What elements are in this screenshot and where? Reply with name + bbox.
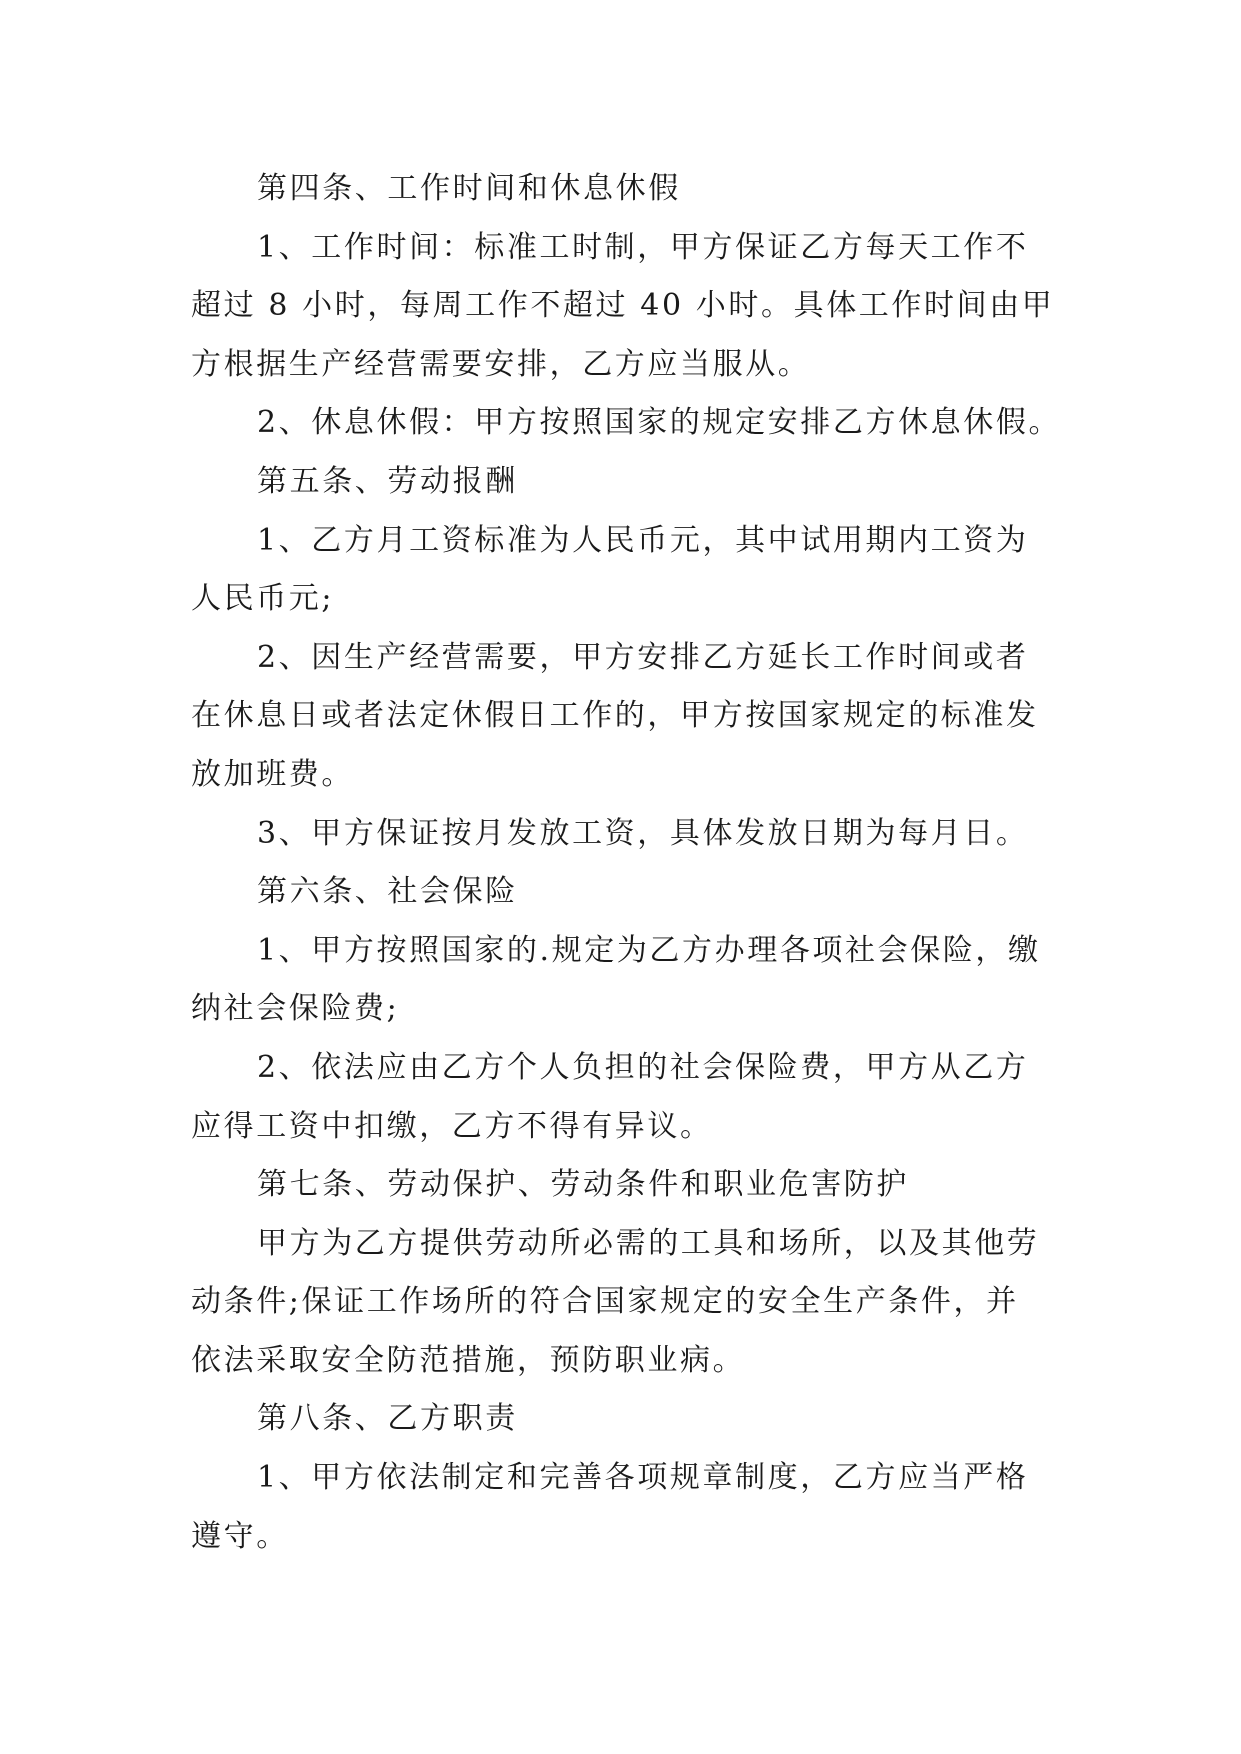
text-line: 1、甲方按照国家的.规定为乙方办理各项社会保险，缴 bbox=[257, 932, 1041, 968]
text-line: 1、工作时间：标准工时制，甲方保证乙方每天工作不 bbox=[257, 229, 1029, 265]
text-line: 应得工资中扣缴，乙方不得有异议。 bbox=[191, 1108, 713, 1144]
text-line: 1、甲方依法制定和完善各项规章制度，乙方应当严格 bbox=[257, 1460, 1029, 1496]
text-line: 2、休息休假：甲方按照国家的规定安排乙方休息休假。 bbox=[257, 405, 1062, 441]
article-4-clause-2 bbox=[191, 394, 1071, 453]
article-4-clause-1 bbox=[191, 219, 1071, 395]
article-4-title bbox=[191, 160, 1071, 219]
text-line: 1、乙方月工资标准为人民币元，其中试用期内工资为 bbox=[257, 522, 1029, 558]
text-line: 第八条、乙方职责 bbox=[257, 1401, 518, 1437]
text-line: 第五条、劳动报酬 bbox=[257, 463, 518, 499]
article-6-title bbox=[191, 863, 1071, 922]
text-line: 第四条、工作时间和休息休假 bbox=[257, 171, 681, 206]
text-line: 放加班费。 bbox=[191, 756, 354, 792]
text-line: 3、甲方保证按月发放工资，具体发放日期为每月日。 bbox=[257, 815, 1029, 851]
article-5-clause-2 bbox=[191, 629, 1071, 805]
article-6-clause-2 bbox=[191, 1039, 1071, 1156]
text-line: 第七条、劳动保护、劳动条件和职业危害防护 bbox=[257, 1167, 909, 1203]
text-line: 纳社会保险费; bbox=[191, 991, 400, 1027]
text-line: 甲方为乙方提供劳动所必需的工具和场所，以及其他劳 bbox=[257, 1225, 1040, 1261]
text-line: 遵守。 bbox=[191, 1518, 289, 1554]
text-line: 超过 8 小时，每周工作不超过 40 小时。具体工作时间由甲 bbox=[191, 288, 1055, 324]
article-6-clause-1 bbox=[191, 922, 1071, 1039]
document-body bbox=[191, 160, 1071, 1566]
text-line: 2、依法应由乙方个人负担的社会保险费，甲方从乙方 bbox=[257, 1049, 1029, 1085]
text-line: 2、因生产经营需要，甲方安排乙方延长工作时间或者 bbox=[257, 639, 1029, 675]
text-line: 方根据生产经营需要安排，乙方应当服从。 bbox=[191, 346, 811, 382]
text-line: 人民币元; bbox=[191, 581, 335, 617]
article-8-title bbox=[191, 1390, 1071, 1449]
article-7-body bbox=[191, 1215, 1071, 1391]
text-line: 在休息日或者法定休假日工作的，甲方按国家规定的标准发 bbox=[191, 698, 1039, 734]
article-8-clause-1 bbox=[191, 1449, 1071, 1566]
text-line: 依法采取安全防范措施，预防职业病。 bbox=[191, 1342, 746, 1378]
article-5-title bbox=[191, 453, 1071, 512]
article-5-clause-3 bbox=[191, 805, 1071, 864]
article-5-clause-1 bbox=[191, 512, 1071, 629]
text-line: 第六条、社会保险 bbox=[257, 874, 518, 910]
text-line: 动条件;保证工作场所的符合国家规定的安全生产条件，并 bbox=[191, 1284, 1019, 1320]
article-7-title bbox=[191, 1156, 1071, 1215]
